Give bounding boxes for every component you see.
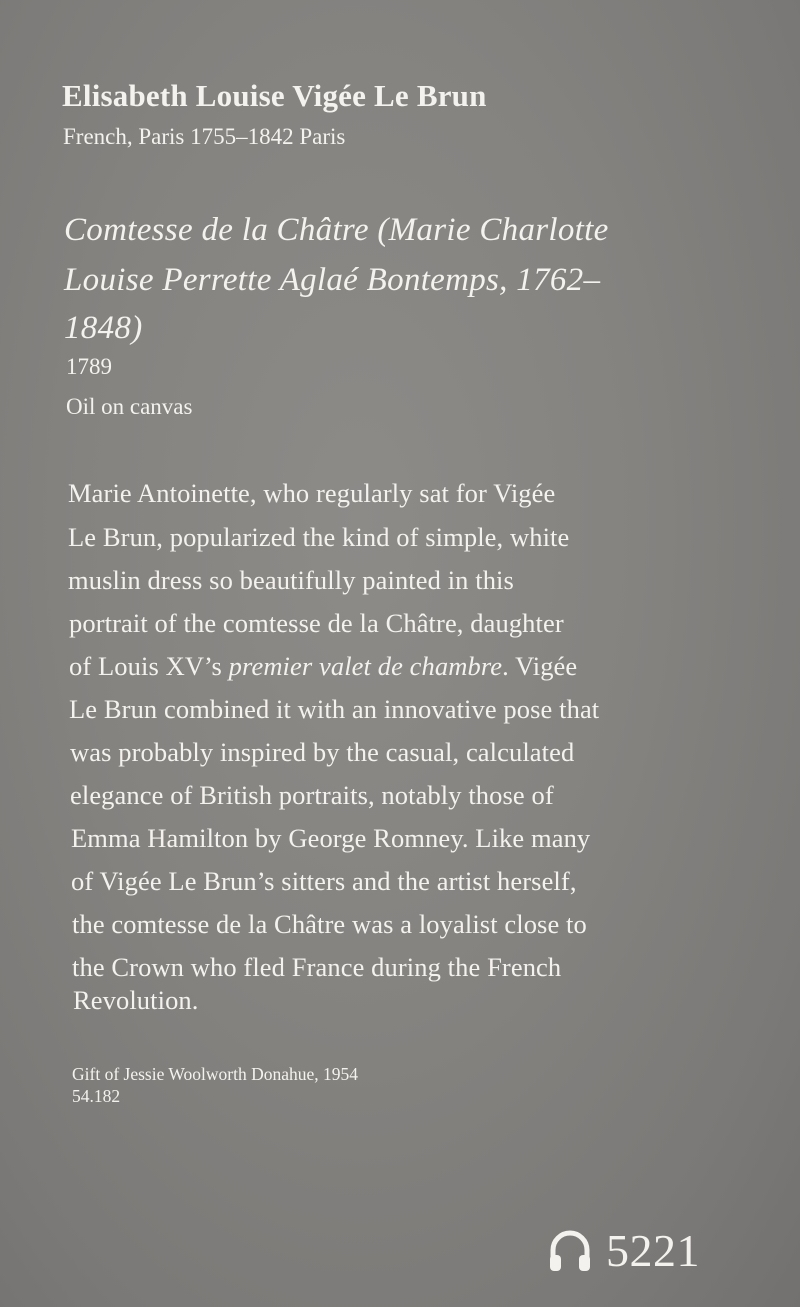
description-italic-phrase: premier valet de chambre bbox=[228, 651, 503, 681]
artwork-medium: Oil on canvas bbox=[66, 394, 193, 419]
artwork-date: 1789 bbox=[66, 354, 112, 379]
artist-name: Elisabeth Louise Vigée Le Brun bbox=[62, 78, 487, 113]
description-line bbox=[69, 651, 577, 682]
description-line: the comtesse de la Châtre was a loyalist close to bbox=[72, 909, 587, 939]
description-line: elegance of British portraits, notably those of bbox=[70, 780, 554, 810]
description-line: Le Brun, popularized the kind of simple, white bbox=[68, 522, 570, 552]
description-line: was probably inspired by the casual, calculated bbox=[70, 737, 575, 767]
accession-number: 54.182 bbox=[72, 1086, 121, 1106]
description-line-end: . Vigée bbox=[502, 651, 578, 681]
description-line: portrait of the comtesse de la Châtre, daughter bbox=[69, 608, 564, 638]
description-line: Marie Antoinette, who regularly sat for Vigée bbox=[68, 478, 556, 508]
artwork-title-line-2: Louise Perrette Aglaé Bontemps, 1762– bbox=[64, 262, 601, 298]
artist-nationality-dates: French, Paris 1755–1842 Paris bbox=[63, 124, 346, 149]
credit-line: Gift of Jessie Woolworth Donahue, 1954 bbox=[72, 1064, 359, 1084]
description-line: Le Brun combined it with an innovative pose that bbox=[69, 694, 600, 724]
description-line: Emma Hamilton by George Romney. Like many bbox=[71, 823, 591, 853]
audio-guide-stop bbox=[548, 1226, 700, 1276]
description-line: the Crown who fled France during the French bbox=[72, 952, 562, 982]
description-line-start: of Louis XV’s bbox=[69, 651, 222, 681]
headphones-icon bbox=[548, 1228, 592, 1274]
description-line: muslin dress so beautifully painted in this bbox=[68, 565, 514, 595]
artwork-title-line-3: 1848) bbox=[64, 310, 143, 346]
artwork-title-line-1: Comtesse de la Châtre (Marie Charlotte bbox=[64, 212, 609, 248]
audio-guide-number: 5221 bbox=[606, 1225, 700, 1276]
description-line: of Vigée Le Brun’s sitters and the artist herself, bbox=[71, 866, 577, 896]
description-line: Revolution. bbox=[73, 985, 199, 1015]
